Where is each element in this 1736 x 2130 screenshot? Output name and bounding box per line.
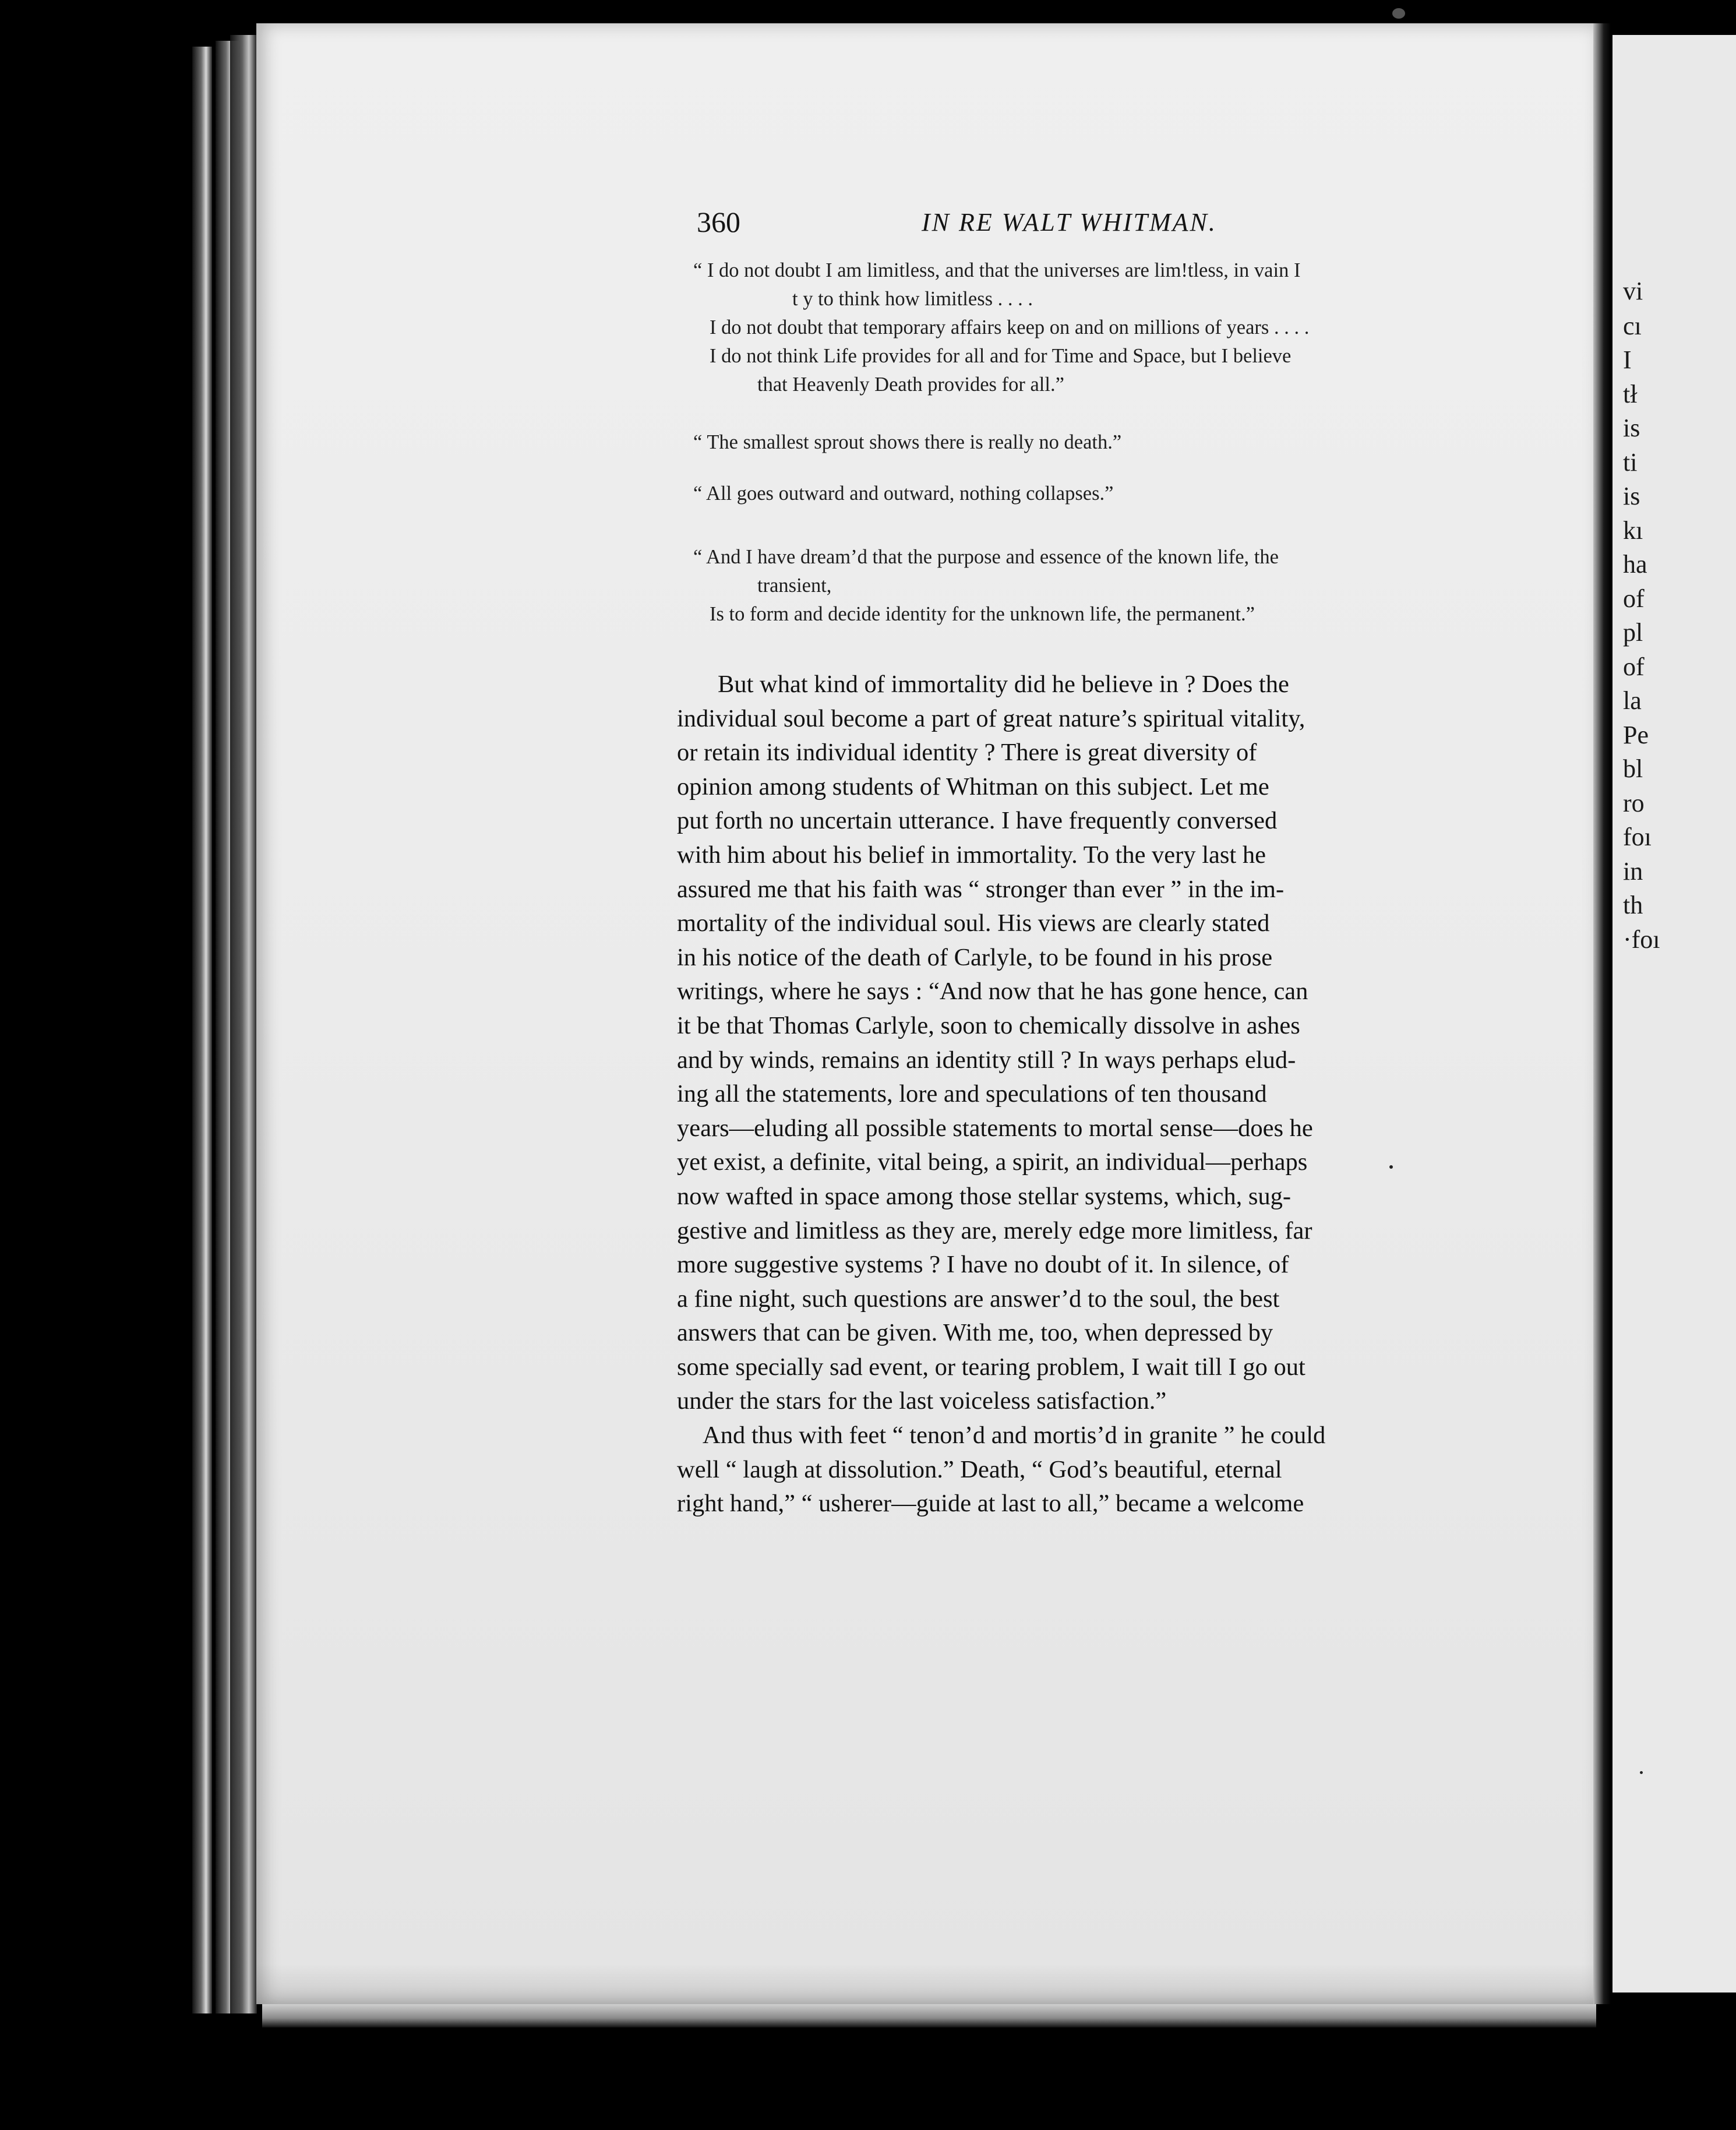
scan-speck	[1389, 1165, 1393, 1169]
facing-page-text: ro	[1623, 789, 1645, 817]
facing-page-text: vi	[1623, 277, 1643, 305]
body-line: right hand,” “ usherer—guide at last to all,” became a welcome	[677, 1490, 1304, 1518]
quote-line: that Heavenly Death provides for all.”	[757, 373, 1064, 396]
quote-line: transient,	[757, 574, 832, 597]
body-line: And thus with feet “ tenon’d and mortis’d in granite ” he could	[703, 1422, 1326, 1450]
body-line: in his notice of the death of Carlyle, to be found in his prose	[677, 943, 1273, 971]
body-line: well “ laugh at dissolution.” Death, “ God’s beautiful, eternal	[677, 1455, 1282, 1483]
body-line: some specially sad event, or tearing problem, I wait till I go out	[677, 1353, 1305, 1381]
running-title: IN RE WALT WHITMAN.	[922, 208, 1217, 237]
quote-line: I do not doubt that temporary affairs keep on and on millions of years . . . .	[710, 316, 1310, 338]
body-line: answers that can be given. With me, too, when depressed by	[677, 1319, 1273, 1347]
book-gutter	[1593, 23, 1611, 2004]
body-line: or retain its individual identity ? There is great diversity of	[677, 739, 1257, 767]
body-line: ing all the statements, lore and speculations of ten thousand	[677, 1080, 1267, 1108]
facing-page-text: cı	[1623, 312, 1642, 340]
quotation-block	[693, 256, 1480, 399]
quotation-block	[693, 428, 1480, 457]
facing-page-text: in	[1623, 857, 1643, 886]
facing-page-text: of	[1623, 653, 1645, 681]
facing-page-text: ha	[1623, 550, 1647, 579]
body-line: and by winds, remains an identity still ? In ways perhaps elud-	[677, 1046, 1296, 1074]
facing-page-text: la	[1623, 686, 1642, 715]
quote-line: Is to form and decide identity for the unknown life, the permanent.”	[710, 603, 1255, 625]
facing-page-fragment	[1612, 35, 1736, 1993]
body-line: But what kind of immortality did he believe in ? Does the	[718, 671, 1289, 698]
facing-page-text: bl	[1623, 754, 1643, 783]
body-line: under the stars for the last voiceless satisfaction.”	[677, 1387, 1167, 1415]
body-line: individual soul become a part of great nature’s spiritual vitality,	[677, 704, 1305, 732]
facing-page-text: ·foı	[1623, 925, 1660, 954]
quotation-block	[693, 479, 1480, 508]
quote-line: “ The smallest sprout shows there is really no death.”	[693, 431, 1122, 453]
body-line: opinion among students of Whitman on this subject. Let me	[677, 773, 1269, 800]
facing-page-text: Pe	[1623, 721, 1649, 749]
page-bottom-edge	[262, 2004, 1596, 2027]
facing-page-text: of	[1623, 584, 1645, 613]
scan-speck	[1640, 1771, 1643, 1774]
body-text	[677, 668, 1460, 1521]
body-line: writings, where he says : “And now that he has gone hence, can	[677, 978, 1308, 1006]
body-line: assured me that his faith was “ stronger than ever ” in the im-	[677, 875, 1285, 903]
body-line: it be that Thomas Carlyle, soon to chemically dissolve in ashes	[677, 1011, 1300, 1039]
facing-page-text: tł	[1623, 380, 1638, 408]
body-line: yet exist, a definite, vital being, a spirit, an individual—perhaps	[677, 1148, 1308, 1176]
facing-page-text: th	[1623, 891, 1643, 919]
page-edge	[192, 47, 212, 2013]
body-line: now wafted in space among those stellar systems, which, sug-	[677, 1182, 1292, 1210]
body-line: more suggestive systems ? I have no doubt of it. In silence, of	[677, 1251, 1289, 1279]
body-line: mortality of the individual soul. His views are clearly stated	[677, 909, 1270, 937]
facing-page-text: I	[1623, 345, 1632, 374]
scan-speck	[1392, 8, 1405, 19]
facing-page-text: foı	[1623, 823, 1652, 851]
body-line: put forth no uncertain utterance. I have frequently conversed	[677, 807, 1278, 835]
page-number: 360	[697, 206, 740, 238]
facing-page-text: ti	[1623, 448, 1638, 477]
facing-page-text: pl	[1623, 618, 1643, 647]
body-line: with him about his belief in immortality. To the very last he	[677, 841, 1266, 869]
facing-page-text: is	[1623, 482, 1640, 510]
facing-page-text: is	[1623, 414, 1640, 442]
quote-line: “ All goes outward and outward, nothing collapses.”	[693, 482, 1114, 505]
quote-line: “ I do not doubt I am limitless, and that the universes are lim!tless, in vain I	[693, 259, 1301, 281]
body-line: years—eluding all possible statements to mortal sense—does he	[677, 1114, 1313, 1142]
quotation-block	[693, 543, 1480, 629]
quote-line: I do not think Life provides for all and for Time and Space, but I believe	[710, 345, 1292, 367]
facing-page-text: kı	[1623, 516, 1643, 545]
page-edge	[230, 35, 257, 2013]
quote-line: t y to think how limitless . . . .	[792, 288, 1033, 310]
body-line: gestive and limitless as they are, merely edge more limitless, far	[677, 1216, 1312, 1244]
body-line: a fine night, such questions are answer’d to the soul, the best	[677, 1285, 1280, 1313]
quote-line: “ And I have dream’d that the purpose and essence of the known life, the	[693, 546, 1279, 568]
